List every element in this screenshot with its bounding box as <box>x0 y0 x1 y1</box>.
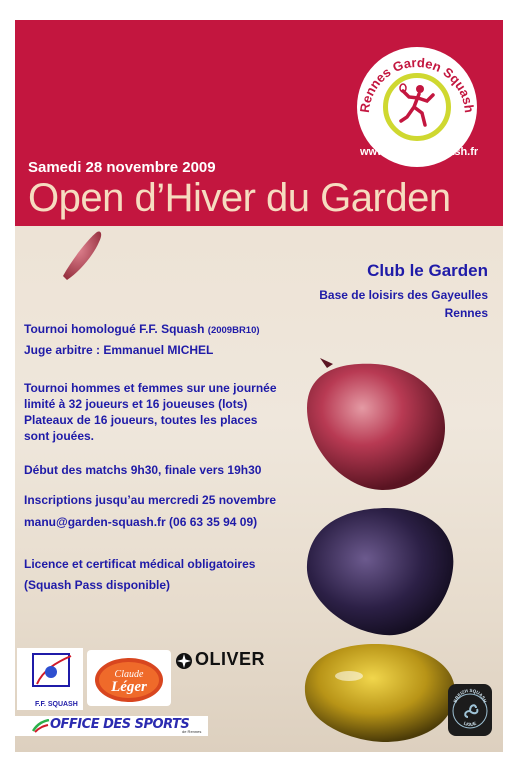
venue-city: Rennes <box>444 306 488 320</box>
referee-line: Juge arbitre : Emmanuel MICHEL <box>24 343 214 357</box>
breizh-triskel-icon <box>448 684 492 736</box>
ffsquash-logo <box>17 648 83 710</box>
office-des-sports-text: OFFICE DES SPORTS <box>50 717 190 732</box>
contact-line: manu@garden-squash.fr (06 63 35 94 09) <box>24 515 258 529</box>
ffsquash-emblem-icon <box>17 648 83 700</box>
event-date: Samedi 28 novembre 2009 <box>28 159 216 176</box>
format-line-2: limité à 32 joueurs et 16 joueuses (lots) <box>24 397 248 411</box>
format-line-4: sont jouées. <box>24 429 95 443</box>
pass-line: (Squash Pass disponible) <box>24 578 171 592</box>
format-block <box>24 380 324 444</box>
license-line: Licence et certificat médical obligatoires <box>24 557 256 571</box>
breizh-bottom-text: LIGUE <box>462 720 478 728</box>
website-url: www.garden-squash.fr <box>360 146 479 158</box>
ffsquash-text: F.F. SQUASH <box>35 701 78 708</box>
schedule-line: Début des matchs 9h30, finale vers 19h30 <box>24 463 262 477</box>
registration-line: Inscriptions jusqu’au mercredi 25 novembre <box>24 493 277 507</box>
format-line-3: Plateaux de 16 joueurs, toutes les places <box>24 413 258 427</box>
office-sub-text: de Rennes <box>182 729 202 734</box>
poster <box>15 20 503 752</box>
venue-name: Club le Garden <box>367 261 488 280</box>
venue-place: Base de loisirs des Gayeulles <box>319 288 488 302</box>
format-line-1: Tournoi hommes et femmes sur une journée <box>24 381 277 395</box>
breizh-top-text: BREIZH SQUASH <box>452 687 488 704</box>
homologation-line <box>24 321 260 339</box>
homologation-text: Tournoi homologué F.F. Squash <box>24 322 205 336</box>
logo-text: Rennes Garden Squash <box>357 54 477 114</box>
leger-text: Léger <box>111 679 147 695</box>
claude-text: Claude <box>114 669 144 680</box>
oliver-emblem-icon <box>175 652 193 670</box>
svg-text:LIGUE <box>463 721 477 728</box>
breizh-squash-logo <box>448 684 492 736</box>
claude-leger-badge <box>87 650 171 706</box>
homologation-code: (2009BR10) <box>207 325 260 336</box>
claude-leger-logo <box>87 650 171 706</box>
office-des-sports-logo <box>15 716 208 736</box>
svg-text:BREIZH SQUASH <box>453 688 488 703</box>
event-title: Open d’Hiver du Garden <box>28 176 451 220</box>
office-swoosh-icon <box>32 719 50 733</box>
oliver-logo: OLIVER <box>195 649 266 669</box>
